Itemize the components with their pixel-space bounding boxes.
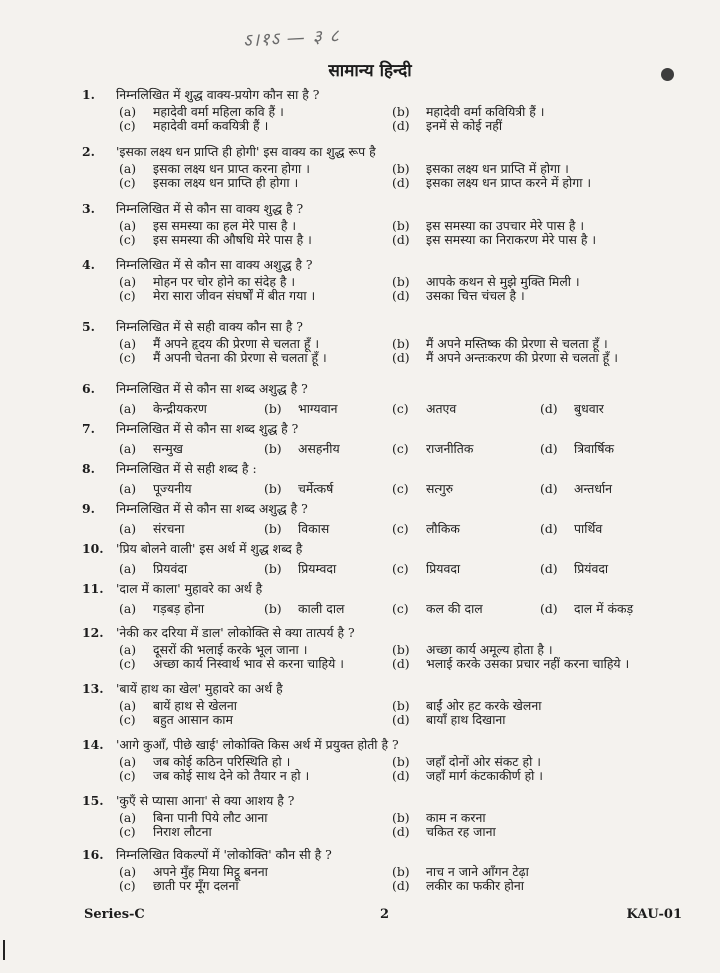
option-a — [119, 602, 204, 616]
option-b — [264, 602, 344, 616]
option-letter: (b) — [264, 601, 282, 616]
option-c — [119, 825, 212, 839]
option-d — [392, 825, 496, 839]
question-text: निम्नलिखित में शुद्ध वाक्य-प्रयोग कौन सा है ? — [116, 87, 320, 102]
question-number: 8. — [82, 461, 95, 476]
option-a — [119, 219, 296, 233]
option-letter: (c) — [119, 175, 136, 190]
question-number: 11. — [82, 581, 104, 596]
option-text: इस समस्या का निराकरण मेरे पास है । — [426, 232, 597, 247]
option-letter: (d) — [540, 481, 558, 496]
option-d — [540, 442, 614, 456]
option-text: गड़बड़ होना — [153, 601, 205, 616]
option-letter: (b) — [392, 698, 410, 713]
option-c — [392, 602, 483, 616]
question-number: 3. — [82, 201, 95, 216]
option-text: महादेवी वर्मा महिला कवि हैं । — [153, 104, 284, 119]
option-d — [392, 351, 618, 365]
option-letter: (a) — [119, 810, 137, 825]
option-a — [119, 162, 310, 176]
option-text: मैं अपने मस्तिष्क की प्रेरणा से चलता हूँ । — [426, 336, 608, 351]
option-letter: (a) — [119, 521, 137, 536]
option-d — [392, 176, 591, 190]
option-letter: (d) — [392, 118, 410, 133]
option-text: इसका लक्ष्य धन प्राप्त करने में होगा । — [426, 175, 592, 190]
option-text: इनमें से कोई नहीं — [426, 118, 503, 133]
option-text: भाग्यवान — [298, 401, 338, 416]
question-text: 'बायें हाथ का खेल' मुहावरे का अर्थ है — [116, 681, 283, 696]
option-text: प्रियंवदा — [574, 561, 609, 576]
option-letter: (c) — [119, 656, 136, 671]
question-text: 'कुएँ से प्यासा आना' से क्या आशय है ? — [116, 793, 295, 808]
option-text: इसका लक्ष्य धन प्राप्ति ही होगा । — [153, 175, 299, 190]
option-text: इसका लक्ष्य धन प्राप्त करना होगा । — [153, 161, 310, 176]
question-number: 14. — [82, 737, 104, 752]
option-letter: (d) — [392, 350, 410, 365]
option-text: जहाँ मार्ग कंटकाकीर्ण हो । — [426, 768, 543, 783]
option-letter: (a) — [119, 864, 137, 879]
paper-code: KAU-01 — [626, 907, 682, 922]
option-letter: (d) — [392, 288, 410, 303]
option-text: बाईं ओर हट करके खेलना — [426, 698, 542, 713]
option-letter: (d) — [540, 401, 558, 416]
option-letter: (d) — [392, 232, 410, 247]
option-letter: (b) — [264, 441, 282, 456]
option-text: मैं अपने अन्तःकरण की प्रेरणा से चलता हूँ । — [426, 350, 618, 365]
option-a — [119, 482, 192, 496]
option-letter: (b) — [264, 401, 282, 416]
option-letter: (c) — [119, 878, 136, 893]
question-number: 12. — [82, 625, 104, 640]
option-letter: (d) — [392, 175, 410, 190]
option-text: जब कोई कठिन परिस्थिति हो । — [153, 754, 291, 769]
option-b — [392, 643, 553, 657]
option-b — [264, 482, 333, 496]
option-text: इस समस्या की औषधि मेरे पास है । — [153, 232, 312, 247]
question-number: 15. — [82, 793, 104, 808]
option-letter: (d) — [392, 656, 410, 671]
option-text: मोहन पर चोर होने का संदेह है । — [153, 274, 296, 289]
option-c — [119, 657, 344, 671]
option-text: बायें हाथ से खेलना — [153, 698, 237, 713]
option-letter: (b) — [392, 336, 410, 351]
option-a — [119, 643, 307, 657]
option-b — [264, 402, 338, 416]
option-c — [119, 351, 327, 365]
option-letter: (c) — [119, 768, 136, 783]
option-text: दूसरों की भलाई करके भूल जाना । — [153, 642, 308, 657]
question-number: 5. — [82, 319, 95, 334]
option-b — [392, 219, 584, 233]
option-d — [392, 119, 502, 133]
option-d — [392, 289, 525, 303]
option-b — [392, 811, 486, 825]
option-letter: (c) — [119, 350, 136, 365]
option-text: लौकिक — [426, 521, 460, 536]
option-letter: (d) — [540, 561, 558, 576]
option-a — [119, 275, 295, 289]
option-a — [119, 865, 268, 879]
option-d — [540, 522, 602, 536]
option-text: प्रियवदा — [426, 561, 461, 576]
option-text: महादेवी वर्मा कवयित्री हैं । — [153, 118, 269, 133]
question-number: 4. — [82, 257, 95, 272]
question-text: निम्नलिखित में से कौन सा शब्द अशुद्ध है ? — [116, 501, 308, 516]
option-d — [540, 402, 604, 416]
option-text: अच्छा कार्य निस्वार्थ भाव से करना चाहिये । — [153, 656, 344, 671]
option-text: बुधवार — [574, 401, 604, 416]
option-text: चकित रह जाना — [426, 824, 496, 839]
option-text: इसका लक्ष्य धन प्राप्ति में होगा । — [426, 161, 569, 176]
question-number: 7. — [82, 421, 95, 436]
option-text: इस समस्या का उपचार मेरे पास है । — [426, 218, 585, 233]
option-text: इस समस्या का हल मेरे पास है । — [153, 218, 297, 233]
option-c — [392, 482, 453, 496]
question-number: 9. — [82, 501, 95, 516]
option-letter: (a) — [119, 481, 137, 496]
option-letter: (c) — [392, 481, 409, 496]
option-text: मैं अपनी चेतना की प्रेरणा से चलता हूँ । — [153, 350, 327, 365]
option-text: पूज्यनीय — [153, 481, 192, 496]
option-c — [119, 119, 268, 133]
option-b — [392, 865, 529, 879]
option-text: बहुत आसान काम — [153, 712, 233, 727]
option-text: विकास — [298, 521, 330, 536]
option-letter: (c) — [119, 288, 136, 303]
option-text: छाती पर मूँग दलना — [153, 878, 239, 893]
option-text: मैं अपने हृदय की प्रेरणा से चलता हूँ । — [153, 336, 320, 351]
option-d — [392, 713, 505, 727]
option-b — [392, 105, 544, 119]
option-d — [540, 482, 612, 496]
question-number: 16. — [82, 847, 104, 862]
option-c — [392, 442, 473, 456]
option-text: निराश लौटना — [153, 824, 212, 839]
option-d — [540, 562, 608, 576]
option-d — [392, 769, 543, 783]
option-letter: (a) — [119, 161, 137, 176]
option-letter: (c) — [119, 712, 136, 727]
option-letter: (a) — [119, 218, 137, 233]
option-c — [119, 176, 298, 190]
option-d — [392, 657, 629, 671]
option-text: भलाई करके उसका प्रचार नहीं करना चाहिये । — [426, 656, 630, 671]
option-c — [119, 233, 312, 247]
option-c — [392, 562, 460, 576]
option-letter: (d) — [540, 601, 558, 616]
question-text: निम्नलिखित में से कौन सा शब्द शुद्ध है ? — [116, 421, 299, 436]
question-text: 'आगे कुआँ, पीछे खाई' लोकोक्ति किस अर्थ में प्रयुक्त होती है ? — [116, 737, 399, 752]
option-text: राजनीतिक — [426, 441, 474, 456]
option-text: काम न करना — [426, 810, 486, 825]
option-c — [119, 769, 309, 783]
option-c — [119, 879, 239, 893]
option-text: संरचना — [153, 521, 185, 536]
page-title: सामान्य हिन्दी — [328, 61, 412, 81]
option-a — [119, 105, 284, 119]
option-letter: (c) — [392, 401, 409, 416]
question-text: निम्नलिखित में से कौन सा शब्द अशुद्ध है ? — [116, 381, 308, 396]
option-text: अच्छा कार्य अमूल्य होता है । — [426, 642, 553, 657]
option-letter: (b) — [392, 864, 410, 879]
option-a — [119, 442, 183, 456]
option-letter: (b) — [392, 104, 410, 119]
question-text: निम्नलिखित विकल्पों में 'लोकोक्ति' कौन सी है ? — [116, 847, 332, 862]
option-letter: (b) — [264, 481, 282, 496]
handwritten-note: ऽ।१ऽ — ३ ८ — [242, 25, 341, 52]
option-a — [119, 699, 237, 713]
option-b — [392, 699, 541, 713]
option-a — [119, 402, 207, 416]
option-letter: (a) — [119, 336, 137, 351]
question-number: 6. — [82, 381, 95, 396]
option-text: चर्मेत्कर्ष — [298, 481, 334, 496]
option-letter: (b) — [264, 521, 282, 536]
option-text: लकीर का फकीर होना — [426, 878, 524, 893]
option-letter: (c) — [119, 824, 136, 839]
option-letter: (a) — [119, 274, 137, 289]
option-text: नाच न जाने आँगन टेढ़ा — [426, 864, 529, 879]
option-a — [119, 562, 187, 576]
option-text: अन्तर्धान — [574, 481, 613, 496]
option-text: कल की दाल — [426, 601, 483, 616]
option-letter: (d) — [392, 768, 410, 783]
question-text: निम्नलिखित में से कौन सा वाक्य शुद्ध है ? — [116, 201, 304, 216]
question-text: निम्नलिखित में से सही वाक्य कौन सा है ? — [116, 319, 303, 334]
option-b — [392, 275, 580, 289]
question-number: 2. — [82, 144, 95, 159]
option-letter: (c) — [392, 601, 409, 616]
option-c — [119, 289, 315, 303]
option-c — [392, 402, 456, 416]
option-text: बायाँ हाथ दिखाना — [426, 712, 506, 727]
option-b — [264, 562, 336, 576]
option-text: काली दाल — [298, 601, 345, 616]
option-d — [392, 879, 524, 893]
question-text: 'दाल में काला' मुहावरे का अर्थ है — [116, 581, 263, 596]
option-d — [392, 233, 596, 247]
option-a — [119, 337, 319, 351]
scan-edge-mark — [3, 940, 5, 960]
option-text: दाल में कंकड़ — [574, 601, 634, 616]
option-text: मेरा सारा जीवन संघर्षों में बीत गया । — [153, 288, 316, 303]
option-letter: (b) — [392, 218, 410, 233]
option-text: प्रियवंदा — [153, 561, 188, 576]
option-text: आपके कथन से मुझे मुक्ति मिली । — [426, 274, 580, 289]
question-text: निम्नलिखित में से कौन सा वाक्य अशुद्ध है ? — [116, 257, 313, 272]
option-letter: (a) — [119, 698, 137, 713]
option-letter: (a) — [119, 642, 137, 657]
option-letter: (b) — [392, 754, 410, 769]
option-letter: (d) — [392, 712, 410, 727]
option-text: केन्द्रीयकरण — [153, 401, 207, 416]
option-text: सन्मुख — [153, 441, 183, 456]
option-b — [264, 522, 329, 536]
option-letter: (a) — [119, 601, 137, 616]
question-text: 'प्रिय बोलने वाली' इस अर्थ में शुद्ध शब्द है — [116, 541, 303, 556]
option-letter: (a) — [119, 754, 137, 769]
option-letter: (c) — [392, 441, 409, 456]
series-label: Series-C — [84, 907, 145, 922]
option-text: असहनीय — [298, 441, 340, 456]
option-b — [392, 755, 541, 769]
option-text: त्रिवार्षिक — [574, 441, 615, 456]
option-letter: (d) — [540, 521, 558, 536]
option-letter: (b) — [392, 274, 410, 289]
option-letter: (a) — [119, 561, 137, 576]
option-text: सत्गुरु — [426, 481, 454, 496]
option-letter: (a) — [119, 401, 137, 416]
page-number: 2 — [380, 907, 390, 922]
question-number: 10. — [82, 541, 104, 556]
option-letter: (b) — [392, 810, 410, 825]
option-text: अतएव — [426, 401, 457, 416]
option-letter: (c) — [392, 561, 409, 576]
option-a — [119, 755, 290, 769]
option-letter: (a) — [119, 441, 137, 456]
option-letter: (c) — [119, 118, 136, 133]
option-d — [540, 602, 633, 616]
question-text: निम्नलिखित में से सही शब्द है : — [116, 461, 257, 476]
option-letter: (d) — [392, 878, 410, 893]
option-text: बिना पानी पिये लौट आना — [153, 810, 268, 825]
option-c — [119, 713, 233, 727]
question-text: 'नेकी कर दरिया में डाल' लोकोक्ति से क्या तात्पर्य है ? — [116, 625, 355, 640]
option-b — [264, 442, 340, 456]
option-letter: (d) — [392, 824, 410, 839]
option-letter: (d) — [540, 441, 558, 456]
question-number: 1. — [82, 87, 95, 102]
question-text: 'इसका लक्ष्य धन प्राप्ति ही होगी' इस वाक्य का शुद्ध रूप है — [116, 144, 376, 159]
option-text: अपने मुँह मिया मिट्ठू बनना — [153, 864, 268, 879]
option-text: महादेवी वर्मा कवियित्री हैं । — [426, 104, 545, 119]
option-a — [119, 522, 184, 536]
option-letter: (b) — [264, 561, 282, 576]
option-c — [392, 522, 460, 536]
option-b — [392, 162, 569, 176]
option-a — [119, 811, 268, 825]
option-b — [392, 337, 608, 351]
ink-dot — [661, 68, 674, 81]
option-text: जहाँ दोनों ओर संकट हो । — [426, 754, 541, 769]
option-text: पार्थिव — [574, 521, 603, 536]
option-letter: (a) — [119, 104, 137, 119]
option-letter: (b) — [392, 642, 410, 657]
option-letter: (c) — [119, 232, 136, 247]
option-text: प्रियम्वदा — [298, 561, 337, 576]
option-text: उसका चित्त चंचल है । — [426, 288, 525, 303]
option-text: जब कोई साथ देने को तैयार न हो । — [153, 768, 310, 783]
option-letter: (c) — [392, 521, 409, 536]
option-letter: (b) — [392, 161, 410, 176]
question-number: 13. — [82, 681, 104, 696]
